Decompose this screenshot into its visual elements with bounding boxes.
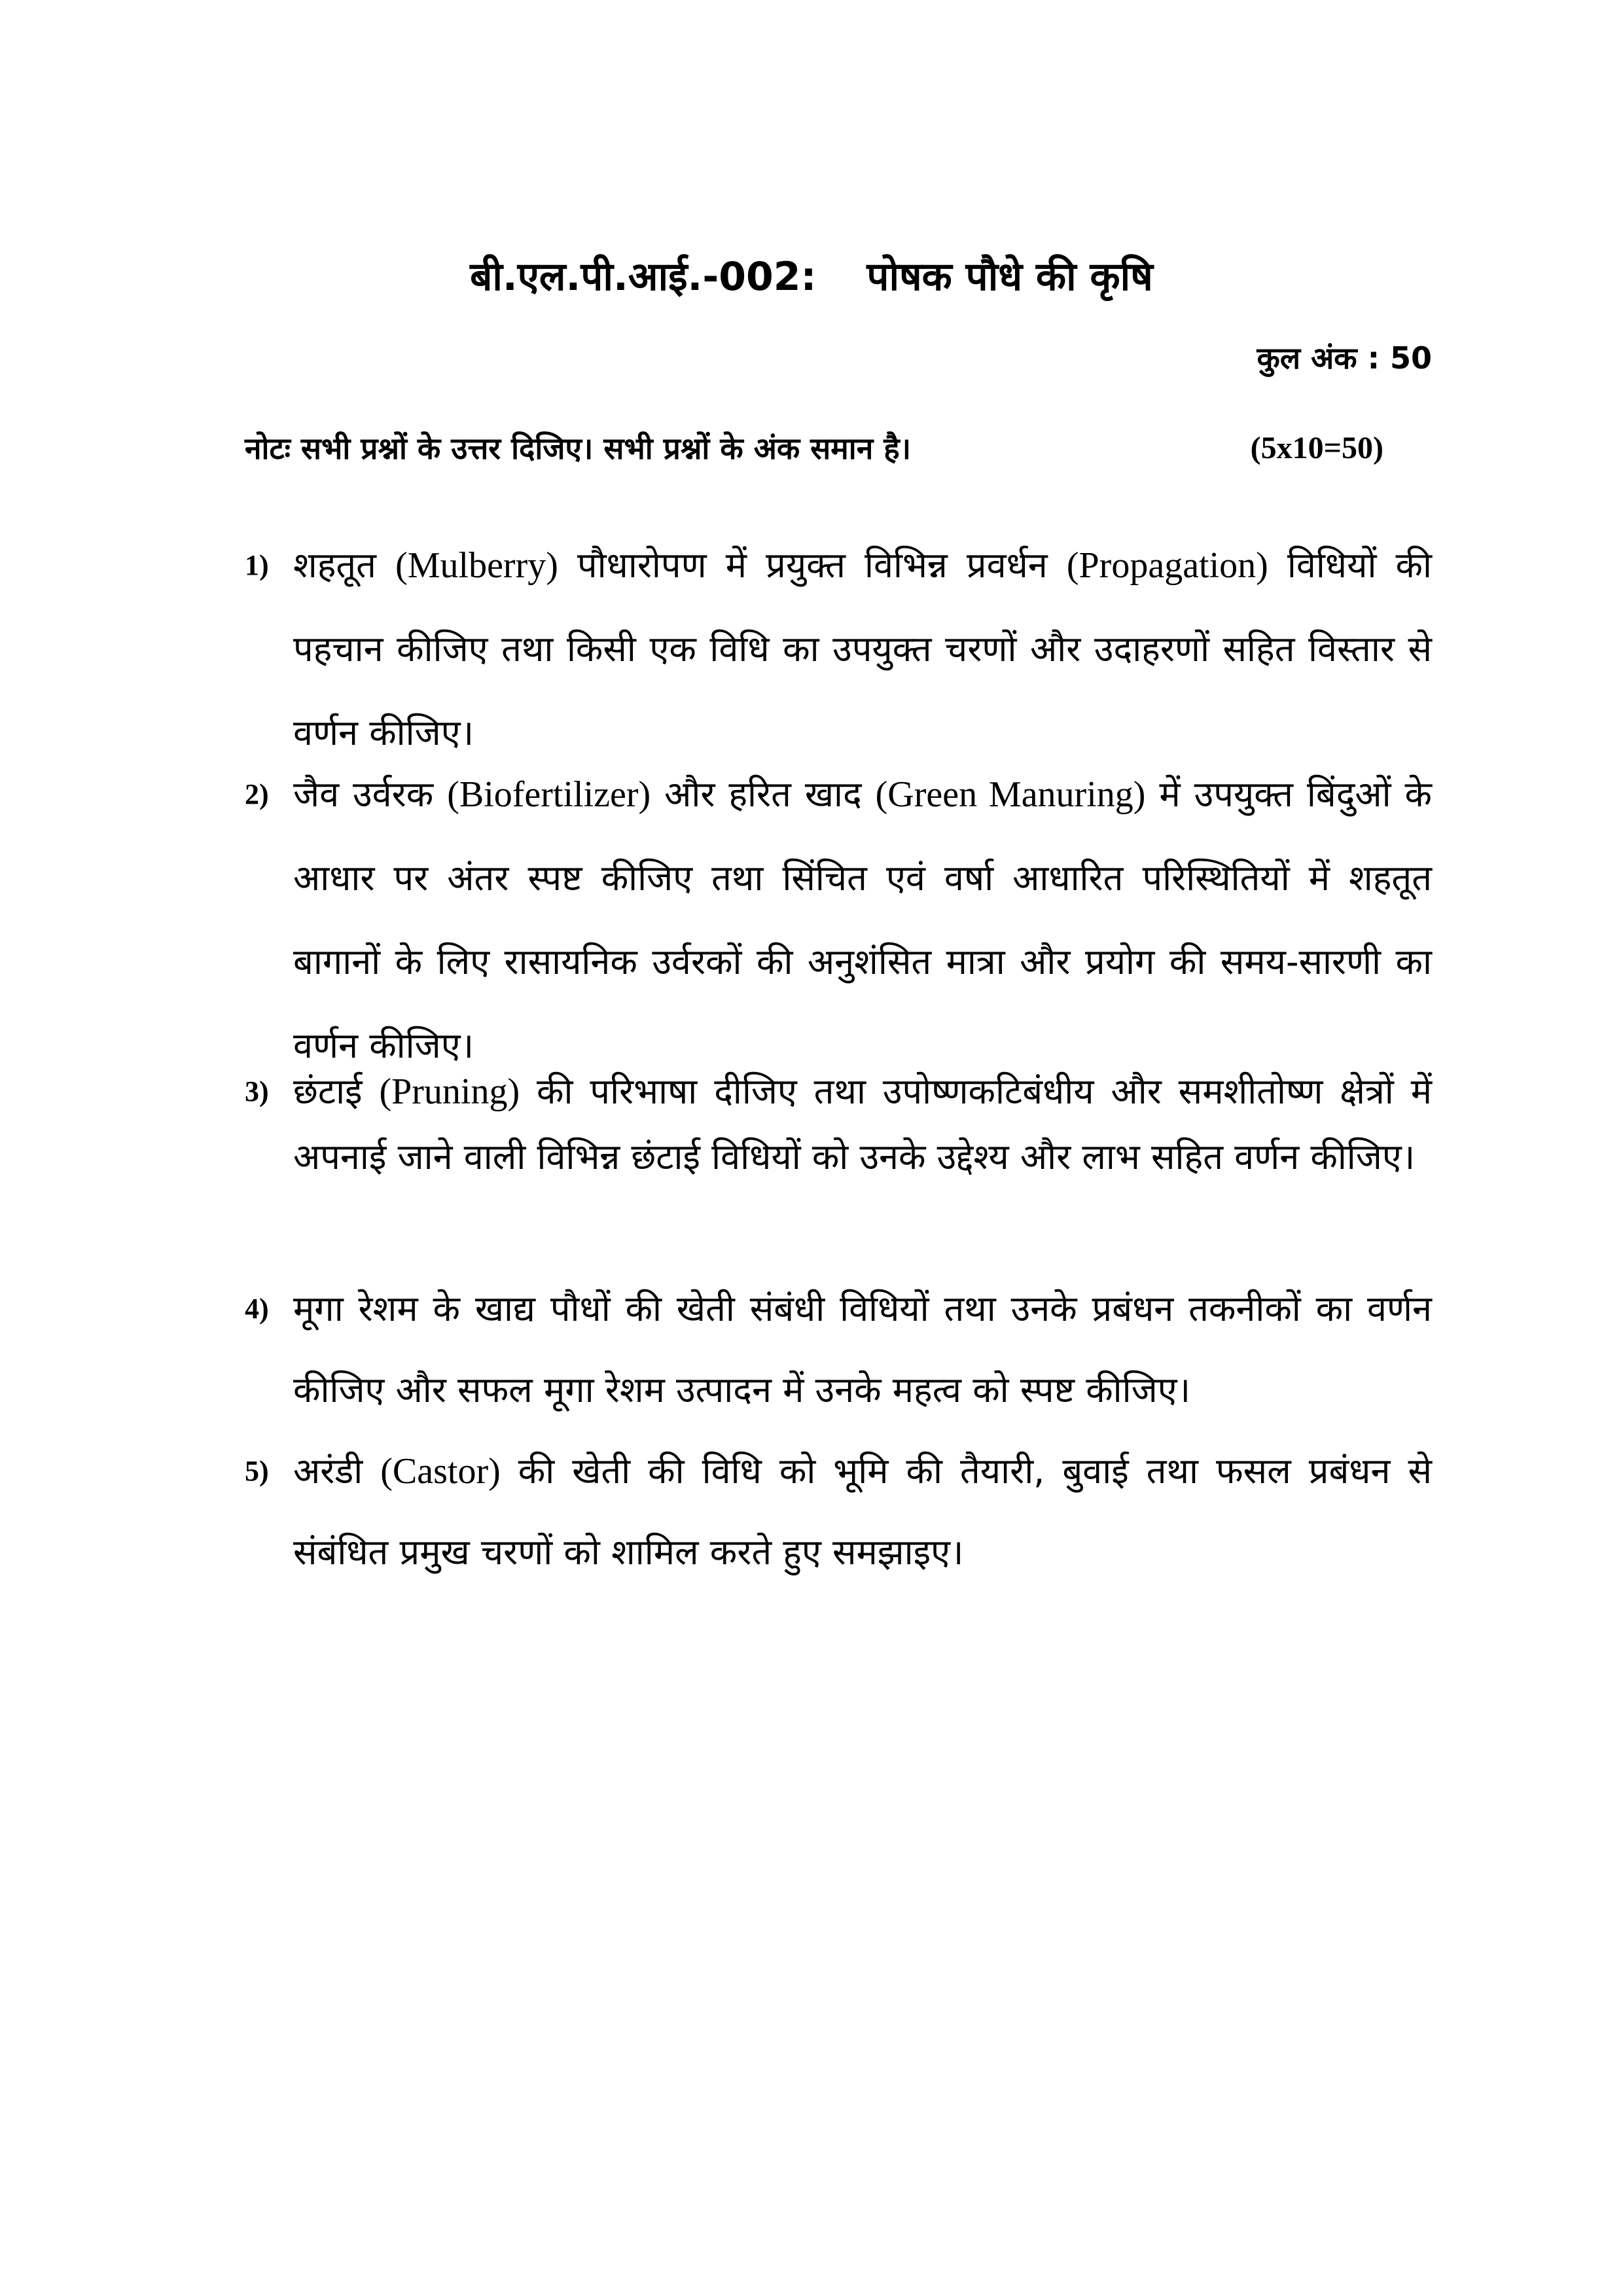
- page-title: [0, 247, 1623, 306]
- question-number: 1): [245, 549, 269, 581]
- english-term: (Biofertilizer): [447, 774, 651, 815]
- question-text-part: पौधारोपण में प्रयुक्त विभिन्न प्रवर्धन: [558, 545, 1067, 586]
- question-text-part: और हरित खाद: [651, 774, 876, 815]
- note-text: नोटः सभी प्रश्नों के उत्तर दिजिए। सभी प्रश्नों के अंक समान है।: [245, 431, 912, 466]
- english-term: (Propagation): [1066, 545, 1268, 586]
- question-text: [293, 524, 1432, 775]
- question-text-part: मूगा रेशम के खाद्य पौधों की खेती संबंधी विधियों तथा उनके प्रबंधन तकनीकों का वर्णन कीजिए और सफल मूगा रेशम उत्पादन में उनके महत्व को स्पष्ट कीजिए।: [293, 1288, 1432, 1410]
- question-text-part: छंटाई: [293, 1071, 380, 1112]
- question-number: 5): [245, 1455, 269, 1487]
- question-number: 4): [245, 1293, 269, 1325]
- instructions-note: [245, 425, 1383, 471]
- question-text: [293, 1059, 1432, 1190]
- english-term: (Castor): [380, 1451, 501, 1492]
- question-text-part: की खेती की विधि को भूमि की तैयारी, बुवाई तथा फसल प्रबंधन से संबंधित प्रमुख चरणों को शामिल करते हुए समझाइए।: [293, 1450, 1432, 1573]
- question-text-part: में उपयुक्त बिंदुओं के आधार पर अंतर स्पष्ट कीजिए तथा सिंचित एवं वर्षा आधारित परिस्थितियों में शहतूत बागानों के लिए रासायनिक उर्वरकों की अनुशंसित मात्रा और प्रयोग की समय-सारणी का वर्णन कीजिए।: [293, 774, 1432, 1066]
- question-number: 2): [245, 778, 269, 810]
- question-text: [293, 753, 1432, 1088]
- english-term: (Mulberry): [395, 545, 558, 586]
- english-term: (Pruning): [379, 1071, 520, 1112]
- question-text-part: विधियों की पहचान कीजिए तथा किसी एक विधि का उपयुक्त चरणों और उदाहरणों सहित विस्तार से वर्णन कीजिए।: [293, 545, 1432, 753]
- english-term: (Green Manuring): [875, 774, 1146, 815]
- course-code: बी.एल.पी.आई.-002:: [470, 254, 817, 300]
- question-text-part: जैव उर्वरक: [293, 774, 448, 815]
- question-text: [293, 1268, 1432, 1431]
- question-text-part: अरंडी: [293, 1450, 381, 1492]
- question-number: 3): [245, 1075, 269, 1107]
- marks-scheme: (5x10=50): [1250, 431, 1383, 465]
- question-text-part: की परिभाषा दीजिए तथा उपोष्णकटिबंधीय और समशीतोष्ण क्षेत्रों में अपनाई जाने वाली विभिन्न छंटाई विधियों को उनके उद्देश्य और लाभ सहित वर्णन कीजिए।: [293, 1071, 1432, 1177]
- question-text-part: शहतूत: [293, 545, 396, 586]
- question-text: [293, 1431, 1432, 1593]
- max-marks: कुल अंक : 50: [1257, 340, 1432, 376]
- course-title: पोषक पौधे की कृषि: [866, 254, 1153, 300]
